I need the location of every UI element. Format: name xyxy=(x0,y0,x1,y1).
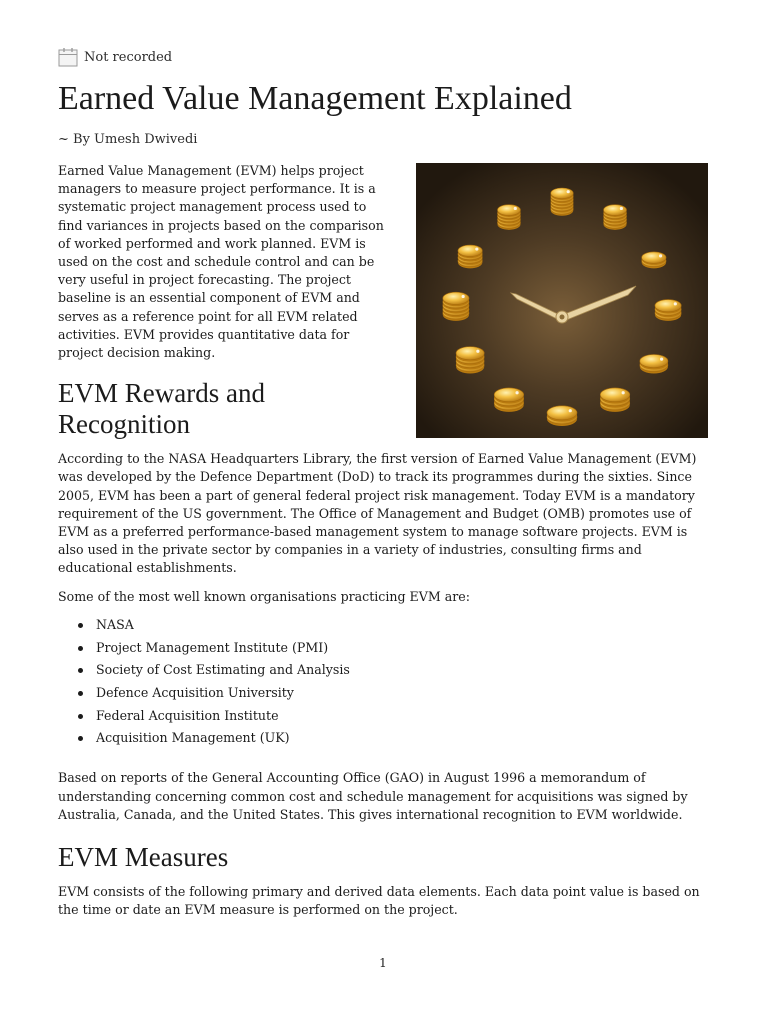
page-number: 1 xyxy=(379,956,387,970)
paragraph-orgs-intro: Some of the most well known organisations practicing EVM are: xyxy=(58,588,470,604)
coin-stack xyxy=(443,292,469,321)
paragraph-history: According to the NASA Headquarters Library, the first version of Earned Value Management (EVM) was developed by the Defence Department (DoD) to track its programmes during the sixties. Since 2005, EVM has been a part of general federal project risk management. Today EVM is a mandatory requirement of the US government. The Office of Management and Budget (OMB) promotes use of EVM as a preferred performance-based management system to manage software projects. EVM is also used in the private sector by companies in a variety of industries, consulting firms and educational establishments. xyxy=(58,451,697,576)
organisations-list xyxy=(58,616,708,747)
coin-stack xyxy=(551,188,574,216)
document-page xyxy=(58,0,708,1024)
section-heading-measures: EVM Measures xyxy=(58,841,229,872)
article-body xyxy=(58,162,708,919)
coin-stack xyxy=(456,347,484,374)
clock-coins-illustration xyxy=(416,163,708,438)
calendar-icon xyxy=(58,47,78,67)
coin-stack xyxy=(640,355,668,374)
coin-stack xyxy=(655,300,681,321)
list-item: Acquisition Management (UK) xyxy=(78,729,708,747)
coin-stack xyxy=(600,388,629,412)
coin-stack xyxy=(497,205,520,230)
record-status xyxy=(58,46,172,68)
coin-stack xyxy=(547,406,577,426)
status-text: Not recorded xyxy=(84,49,173,65)
list-item: NASA xyxy=(78,616,708,634)
coin-stack xyxy=(494,388,523,412)
coin-stack xyxy=(604,205,627,230)
list-item: Society of Cost Estimating and Analysis xyxy=(78,661,708,679)
paragraph-measures: EVM consists of the following primary and derived data elements. Each data point value is based on the time or date an EVM measure is performed on the project. xyxy=(58,883,700,918)
list-item: Project Management Institute (PMI) xyxy=(78,639,708,657)
section-heading-rewards: EVM Rewards and Recognition xyxy=(58,378,265,440)
paragraph-gao: Based on reports of the General Accounting Office (GAO) in August 1996 a memorandum of understanding concerning common cost and schedule management for acquisitions was signed by Australia, Canada, and the United States. This gives international recognition to EVM worldwide. xyxy=(58,770,688,822)
coin-stack xyxy=(458,245,482,268)
list-item: Federal Acquisition Institute xyxy=(78,707,708,725)
page-title: Earned Value Management Explained xyxy=(58,80,572,117)
byline: ~ By Umesh Dwivedi xyxy=(58,132,198,147)
list-item: Defence Acquisition University xyxy=(78,684,708,702)
coin-stack xyxy=(642,252,666,268)
intro-paragraph: Earned Value Management (EVM) helps project managers to measure project performance. It is a systematic project management process used to find variances in projects based on the comparison of worked performed and work planned. EVM is used on the cost and schedule control and can be very useful in project forecasting. The project baseline is an essential component of EVM and serves as a reference point for all EVM related activities. EVM provides quantitative data for project decision making. xyxy=(58,163,384,361)
